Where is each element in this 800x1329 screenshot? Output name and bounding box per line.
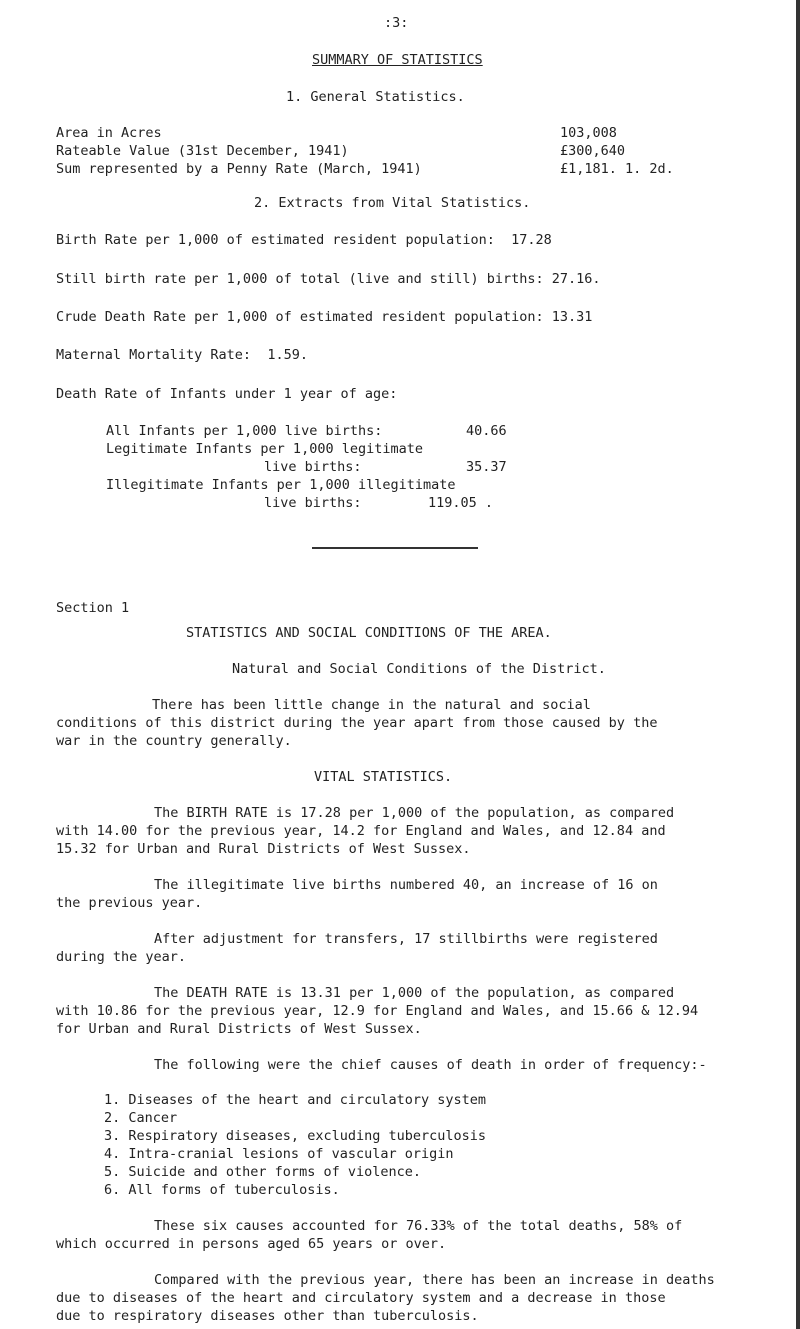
vital-statistics-heading: VITAL STATISTICS.	[314, 769, 453, 785]
para4-line1: After adjustment for transfers, 17 stillbirths were registered	[154, 931, 658, 947]
legitimate-infants-label-cont: live births:	[264, 459, 362, 475]
birth-rate-line: Birth Rate per 1,000 of estimated resident population: 17.28	[56, 232, 552, 248]
penny-rate-label: Sum represented by a Penny Rate (March, 1941)	[56, 161, 422, 177]
maternal-mortality-line: Maternal Mortality Rate: 1.59.	[56, 347, 308, 363]
area-label: Area in Acres	[56, 125, 162, 141]
crude-death-rate-line: Crude Death Rate per 1,000 of estimated resident population: 13.31	[56, 309, 593, 325]
illegitimate-infants-label-cont: live births:	[264, 495, 362, 511]
para2-line2: with 14.00 for the previous year, 14.2 for England and Wales, and 12.84 and	[56, 823, 666, 839]
para5-line2: with 10.86 for the previous year, 12.9 for England and Wales, and 15.66 & 12.94	[56, 1003, 699, 1019]
legitimate-infants-label: Legitimate Infants per 1,000 legitimate	[106, 441, 423, 457]
para6-line2: which occurred in persons aged 65 years or over.	[56, 1236, 447, 1252]
para5-line3: for Urban and Rural Districts of West Sussex.	[56, 1021, 422, 1037]
illegitimate-infants-value: 119.05 .	[428, 495, 494, 511]
cause-item: 6. All forms of tuberculosis.	[104, 1182, 340, 1198]
all-infants-label: All Infants per 1,000 live births:	[106, 423, 383, 439]
page-edge-shadow	[796, 0, 800, 1329]
penny-rate-value: £1,181. 1. 2d.	[560, 161, 674, 177]
legitimate-infants-value: 35.37	[466, 459, 507, 475]
para7-line1: Compared with the previous year, there has been an increase in deaths	[154, 1272, 715, 1288]
para2-line3: 15.32 for Urban and Rural Districts of West Sussex.	[56, 841, 471, 857]
para7-line3: due to respiratory diseases other than tuberculosis.	[56, 1308, 479, 1324]
para4-line2: during the year.	[56, 949, 187, 965]
para2-line1: The BIRTH RATE is 17.28 per 1,000 of the population, as compared	[154, 805, 675, 821]
rateable-value-label: Rateable Value (31st December, 1941)	[56, 143, 349, 159]
area-value: 103,008	[560, 125, 617, 141]
section-label: Section 1	[56, 600, 130, 616]
cause-item: 4. Intra-cranial lesions of vascular origin	[104, 1146, 454, 1162]
summary-title: SUMMARY OF STATISTICS	[312, 52, 483, 68]
para1-line1: There has been little change in the natural and social	[152, 697, 591, 713]
still-birth-rate-line: Still birth rate per 1,000 of total (live and still) births: 27.16.	[56, 271, 601, 287]
cause-item: 2. Cancer	[104, 1110, 178, 1126]
para6-line1: These six causes accounted for 76.33% of the total deaths, 58% of	[154, 1218, 683, 1234]
illegitimate-infants-label: Illegitimate Infants per 1,000 illegitimate	[106, 477, 456, 493]
causes-intro: The following were the chief causes of death in order of frequency:-	[154, 1057, 707, 1073]
para1-line3: war in the country generally.	[56, 733, 292, 749]
para3-line2: the previous year.	[56, 895, 203, 911]
section-divider	[312, 547, 478, 549]
general-statistics-heading: 1. General Statistics.	[286, 89, 465, 105]
page-number: :3:	[384, 15, 409, 31]
cause-item: 1. Diseases of the heart and circulatory system	[104, 1092, 487, 1108]
infant-death-rate-heading: Death Rate of Infants under 1 year of age:	[56, 386, 398, 402]
section-subtitle: Natural and Social Conditions of the District.	[232, 661, 606, 677]
para5-line1: The DEATH RATE is 13.31 per 1,000 of the population, as compared	[154, 985, 675, 1001]
cause-item: 5. Suicide and other forms of violence.	[104, 1164, 421, 1180]
para7-line2: due to diseases of the heart and circulatory system and a decrease in those	[56, 1290, 666, 1306]
para3-line1: The illegitimate live births numbered 40, an increase of 16 on	[154, 877, 658, 893]
vital-extracts-heading: 2. Extracts from Vital Statistics.	[254, 195, 531, 211]
para1-line2: conditions of this district during the year apart from those caused by the	[56, 715, 658, 731]
rateable-value-value: £300,640	[560, 143, 626, 159]
section-title: STATISTICS AND SOCIAL CONDITIONS OF THE AREA.	[186, 625, 552, 641]
cause-item: 3. Respiratory diseases, excluding tuberculosis	[104, 1128, 487, 1144]
all-infants-value: 40.66	[466, 423, 507, 439]
